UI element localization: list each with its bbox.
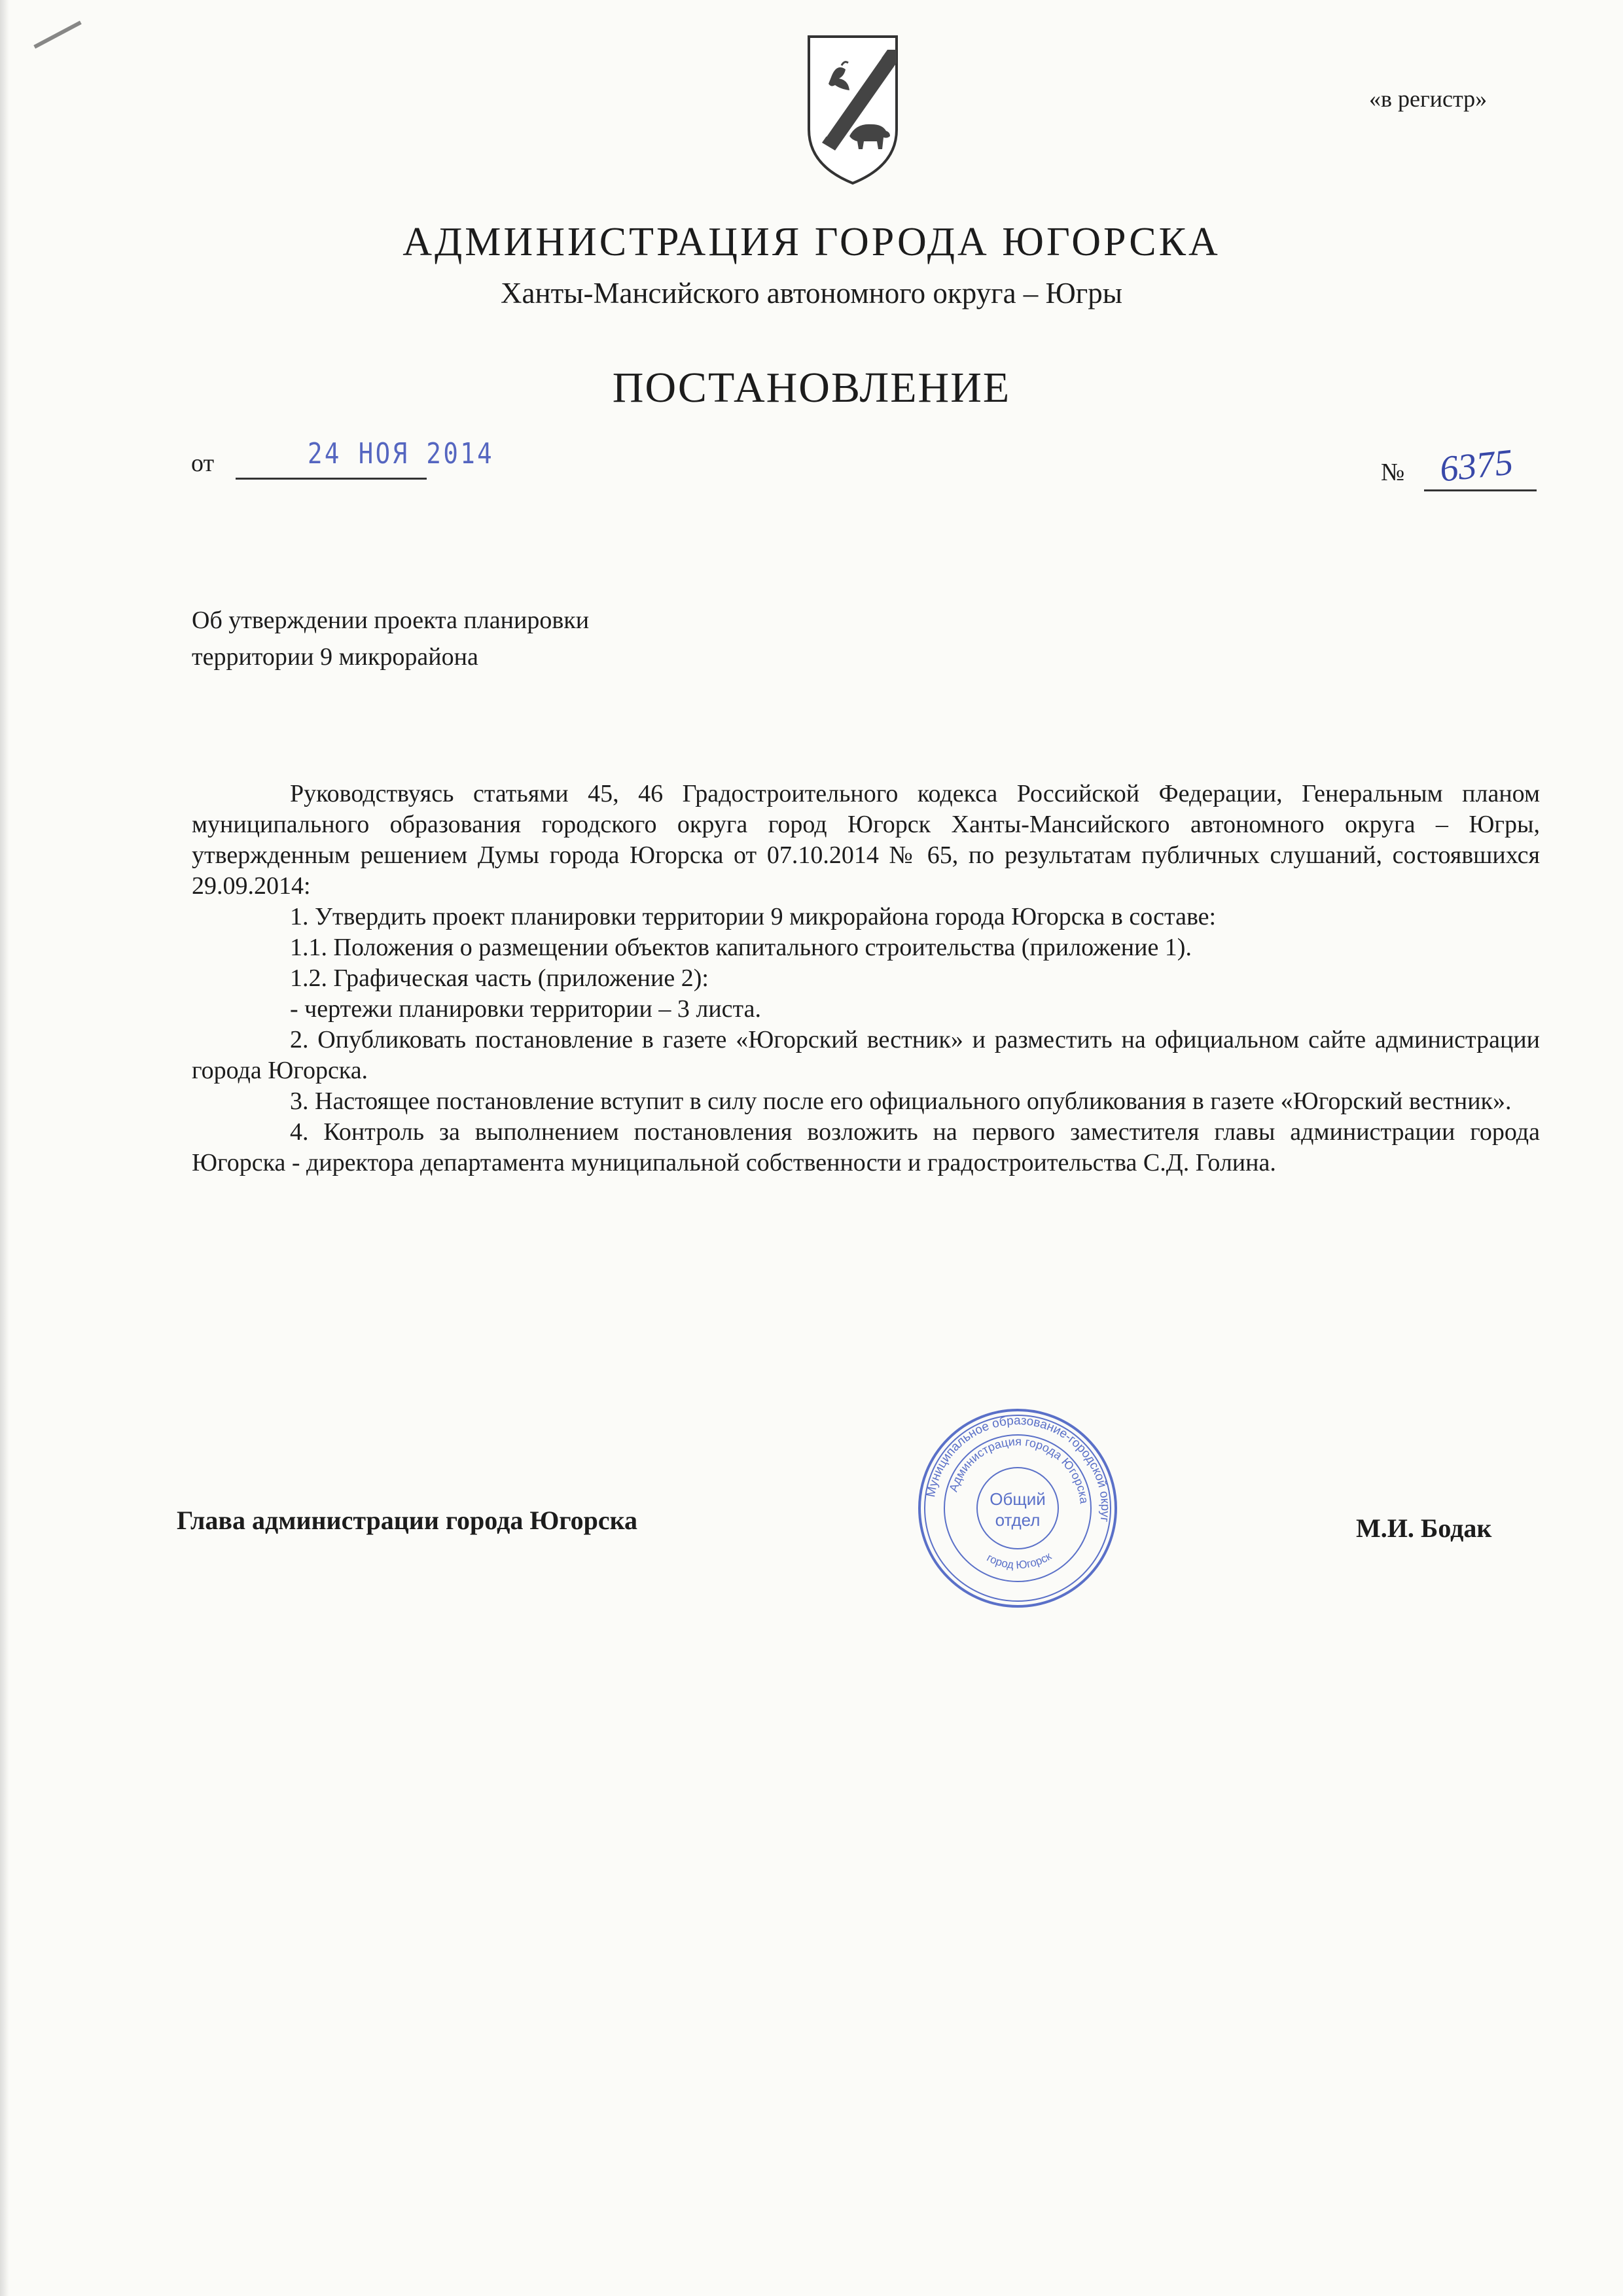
document-subject — [192, 602, 589, 675]
subject-line: Об утверждении проекта планировки — [192, 607, 590, 634]
body-paragraph: 4. Контроль за выполнением постановления возложить на первого заместителя главы администрации города Югорска - директора департамента муниципальной собственности и градостроительства С.Д. Голина. — [192, 1118, 1540, 1176]
signatory-name: М.И. Бодак — [1356, 1513, 1492, 1543]
body-paragraph: Руководствуясь статьями 45, 46 Градостроительного кодекса Российской Федерации, Генеральным планом муниципального образования городского округа город Югорск Ханты-Мансийского автономного округа – Югры, утвержденным решением Думы города Югорска от 07.10.2014 № 65, по результатам публичных слушаний, состоявшихся 29.09.2014: — [192, 780, 1540, 900]
date-label: от — [191, 450, 215, 477]
seal-center-line: отдел — [995, 1510, 1041, 1530]
register-note: «в регистр» — [1369, 86, 1488, 112]
body-paragraph: - чертежи планировки территории – 3 листа. — [290, 995, 761, 1023]
body-paragraph: 1.1. Положения о размещении объектов капитального строительства (приложение 1). — [290, 934, 1192, 961]
seal-center-line: Общий — [990, 1489, 1046, 1509]
document-type: ПОСТАНОВЛЕНИЕ — [612, 364, 1011, 412]
signatory-position: Глава администрации города Югорска — [177, 1506, 638, 1535]
subject-line: территории 9 микрорайона — [192, 643, 478, 671]
official-seal-icon — [916, 1407, 1119, 1610]
org-subtitle: Ханты-Мансийского автономного округа – Югры — [501, 277, 1122, 309]
scan-mark — [33, 21, 81, 49]
seal-outer-text: Муниципальное образование-городской округ — [924, 1413, 1113, 1523]
body-paragraph: 2. Опубликовать постановление в газете «Югорский вестник» и разместить на официальном сайте администрации города Югорска. — [192, 1026, 1540, 1084]
date-underline — [236, 478, 427, 480]
seal-middle-text: Администрация города Югорска — [946, 1434, 1091, 1505]
body-paragraph: 3. Настоящее постановление вступит в силу после его официального опубликования в газете «Югорский вестник». — [290, 1087, 1512, 1115]
document-body — [192, 779, 1540, 1178]
number-underline — [1424, 489, 1537, 491]
scan-edge-shadow — [0, 0, 9, 2296]
seal-bottom-text: город Югорск — [984, 1549, 1054, 1572]
org-title: АДМИНИСТРАЦИЯ ГОРОДА ЮГОРСКА — [402, 220, 1221, 264]
document-number: 6375 — [1438, 442, 1515, 490]
body-paragraph: 1.2. Графическая часть (приложение 2): — [290, 964, 709, 992]
coat-of-arms-icon — [804, 31, 902, 188]
number-label: № — [1381, 459, 1405, 486]
date-stamp: 24 НОЯ 2014 — [308, 437, 495, 470]
body-paragraph: 1. Утвердить проект планировки территории 9 микрорайона города Югорска в составе: — [290, 903, 1217, 930]
